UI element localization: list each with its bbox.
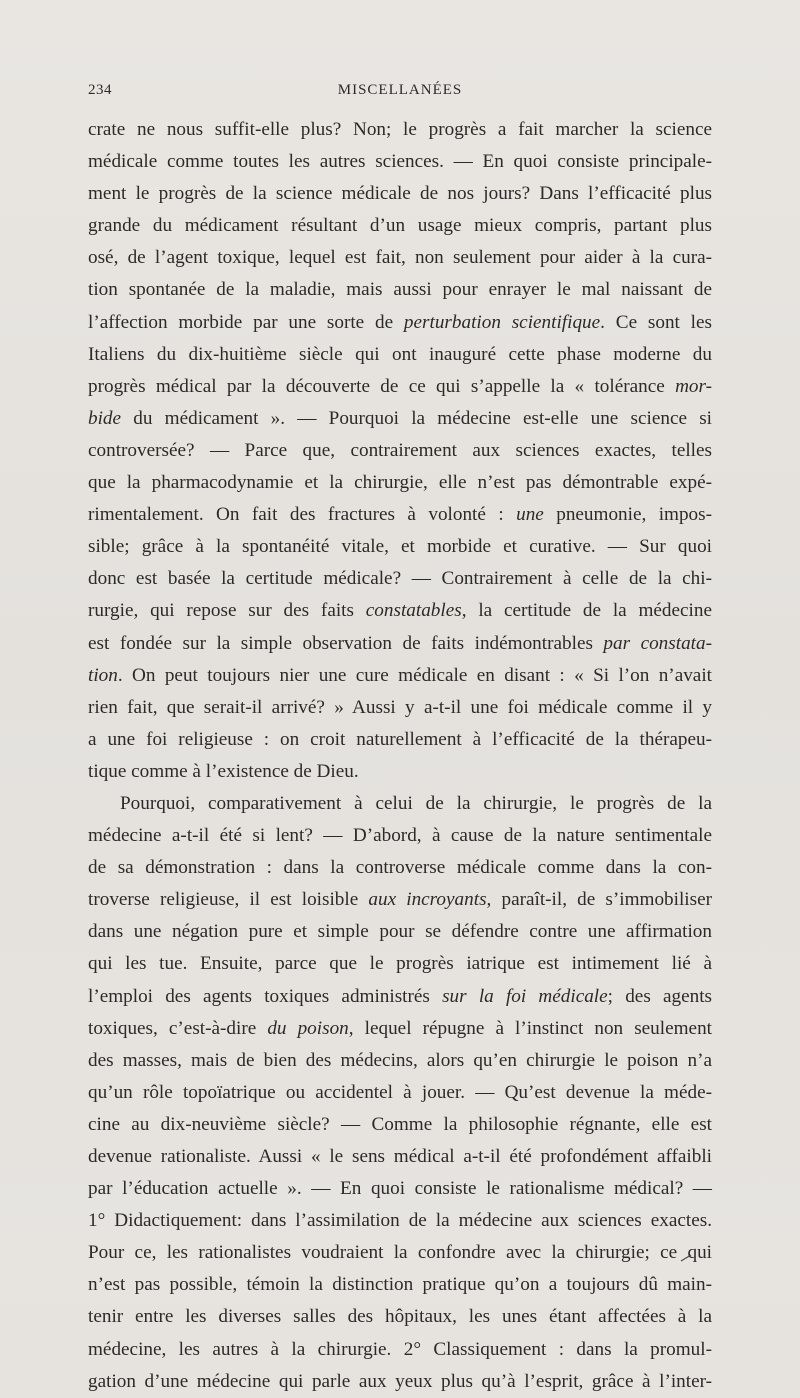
italic-text: mor-	[675, 375, 712, 397]
italic-text: tion	[88, 664, 118, 686]
text-line	[88, 403, 712, 435]
text-segment: tenir entre les diverses salles des hôpitaux, les unes étant affectées à la	[88, 1306, 712, 1328]
text-line	[88, 948, 712, 980]
text-line	[88, 435, 712, 467]
page-header	[88, 82, 712, 106]
text-segment: de sa démonstration : dans la controverse médicale comme dans la con-	[88, 857, 712, 879]
text-segment: rimentalement. On fait des fractures à volonté :	[88, 504, 517, 526]
text-line	[88, 1109, 712, 1141]
text-line	[88, 274, 712, 306]
text-segment: du médicament ». — Pourquoi la médecine est-elle une science si	[121, 407, 712, 429]
text-segment: que la pharmacodynamie et la chirurgie, elle n’est pas démontrable expé-	[88, 472, 712, 494]
text-line	[88, 724, 712, 756]
text-segment: donc est basée la certitude médicale? — Contrairement à celle de la chi-	[88, 568, 712, 590]
text-segment: pneumonie, impos-	[543, 504, 713, 526]
text-line	[88, 563, 712, 595]
text-segment: progrès médical par la découverte de ce qui s’appelle la « tolérance	[88, 375, 676, 397]
text-line	[88, 146, 712, 178]
text-line	[88, 1334, 712, 1366]
text-segment: ; des agents	[607, 985, 712, 1007]
text-segment: l’affection morbide par une sorte de	[88, 311, 404, 333]
text-line	[88, 210, 712, 242]
text-segment: des masses, mais de bien des médecins, alors qu’en chirurgie le poison n’a	[88, 1049, 712, 1071]
text-segment: , paraît-il, de s’immobiliser	[486, 889, 713, 911]
text-segment: est fondée sur la simple observation de faits indémontrables	[88, 632, 604, 654]
text-segment: crate ne nous suffit-elle plus? Non; le progrès a fait marcher la science	[88, 119, 712, 140]
text-segment: , lequel répugne à l’instinct non seulement	[348, 1017, 712, 1039]
text-line	[88, 499, 712, 531]
text-segment: a une foi religieuse : on croit naturellement à l’efficacité de la thérapeu-	[88, 728, 712, 750]
text-line	[88, 852, 712, 884]
text-segment: Italiens du dix-huitième siècle qui ont inauguré cette phase moderne du	[88, 343, 712, 365]
italic-text: perturbation scientifique	[403, 311, 601, 333]
text-segment: tion spontanée de la maladie, mais aussi pour enrayer le mal naissant de	[88, 279, 712, 301]
text-line	[88, 916, 712, 948]
text-line	[88, 1237, 712, 1269]
text-segment: 1° Didactiquement: dans l’assimilation de la médecine aux sciences exactes.	[88, 1210, 712, 1232]
italic-text: bide	[88, 407, 122, 429]
text-line	[88, 371, 712, 403]
text-segment: rien fait, que serait-il arrivé? » Aussi y a-t-il une foi médicale comme il y	[88, 696, 712, 718]
text-line	[88, 820, 712, 852]
text-line	[88, 756, 712, 788]
text-segment: qu’un rôle topoïatrique ou accidentel à jouer. — Qu’est devenue la méde-	[88, 1081, 712, 1103]
text-segment: toxiques, c’est-à-dire	[88, 1017, 268, 1039]
text-line	[88, 307, 712, 339]
text-segment: rurgie, qui repose sur des faits	[88, 600, 366, 622]
text-segment: . On peut toujours nier une cure médicale en disant : « Si l’on n’avait	[117, 664, 712, 686]
text-segment: médecine, les autres à la chirurgie. 2° Classiquement : dans la promul-	[88, 1338, 712, 1360]
text-segment: par l’éducation actuelle ». — En quoi consiste le rationalisme médical? —	[88, 1178, 712, 1200]
text-line	[88, 660, 712, 692]
italic-text: par constata-	[603, 632, 712, 654]
text-line	[88, 595, 712, 627]
text-segment: médecine a-t-il été si lent? — D’abord, à cause de la nature sentimentale	[88, 825, 712, 847]
text-line	[88, 531, 712, 563]
text-segment: osé, de l’agent toxique, lequel est fait, non seulement pour aider à la cura-	[88, 247, 712, 269]
italic-text: sur la foi médicale	[442, 985, 608, 1007]
text-segment: ment le progrès de la science médicale de nos jours? Dans l’efficacité plus	[88, 183, 712, 205]
text-line	[88, 884, 712, 916]
text-line	[88, 339, 712, 371]
text-segment: cine au dix-neuvième siècle? — Comme la philosophie régnante, elle est	[88, 1113, 712, 1135]
running-title: MISCELLANÉES	[337, 82, 463, 98]
text-segment: qui les tue. Ensuite, parce que le progrès iatrique est intimement lié à	[88, 953, 712, 975]
text-line	[88, 114, 712, 146]
text-segment: , la certitude de la médecine	[461, 600, 712, 622]
text-segment: . Ce sont les	[600, 311, 712, 333]
text-line	[88, 628, 712, 660]
text-segment: controversée? — Parce que, contrairement aux sciences exactes, telles	[88, 439, 712, 461]
text-line	[88, 1141, 712, 1173]
text-segment: devenue rationaliste. Aussi « le sens médical a-t-il été profondément affaibli	[88, 1146, 712, 1167]
text-line	[88, 1045, 712, 1077]
text-segment: Pour ce, les rationalistes voudraient la confondre avec la chirurgie; ce qui	[88, 1242, 712, 1264]
text-line	[88, 467, 712, 499]
text-segment: l’emploi des agents toxiques administrés	[88, 985, 443, 1007]
text-line	[88, 1269, 712, 1301]
text-line	[88, 788, 712, 820]
text-segment: tique comme à l’existence de Dieu.	[88, 760, 359, 782]
italic-text: du poison	[267, 1017, 349, 1039]
text-segment: médicale comme toutes les autres sciences. — En quoi consiste principale-	[88, 151, 712, 173]
text-line	[88, 1013, 712, 1045]
text-segment: sible; grâce à la spontanéité vitale, et morbide et curative. — Sur quoi	[88, 536, 712, 558]
text-segment: gation d’une médecine qui parle aux yeux plus qu’à l’esprit, grâce à l’inter-	[88, 1370, 712, 1392]
text-line	[88, 242, 712, 274]
text-segment: dans une négation pure et simple pour se défendre contre une affirmation	[88, 921, 712, 943]
italic-text: une	[516, 504, 544, 526]
text-line	[88, 1301, 712, 1333]
text-line	[88, 178, 712, 210]
pencil-mark	[680, 1254, 692, 1262]
text-line	[88, 692, 712, 724]
italic-text: aux incroyants	[368, 889, 487, 911]
text-line	[88, 1077, 712, 1109]
text-line	[88, 1173, 712, 1205]
page-number: 234	[88, 82, 112, 98]
text-line	[88, 981, 712, 1013]
text-segment: Pourquoi, comparativement à celui de la chirurgie, le progrès de la	[120, 792, 712, 814]
text-line	[88, 1205, 712, 1237]
text-segment: grande du médicament résultant d’un usage mieux compris, partant plus	[88, 215, 712, 237]
italic-text: constatables	[365, 600, 462, 622]
body-text	[88, 114, 712, 1398]
text-segment: n’est pas possible, témoin la distinction pratique qu’on a toujours dû main-	[88, 1274, 712, 1296]
text-segment: troverse religieuse, il est loisible	[88, 889, 369, 911]
text-line	[88, 1366, 712, 1398]
